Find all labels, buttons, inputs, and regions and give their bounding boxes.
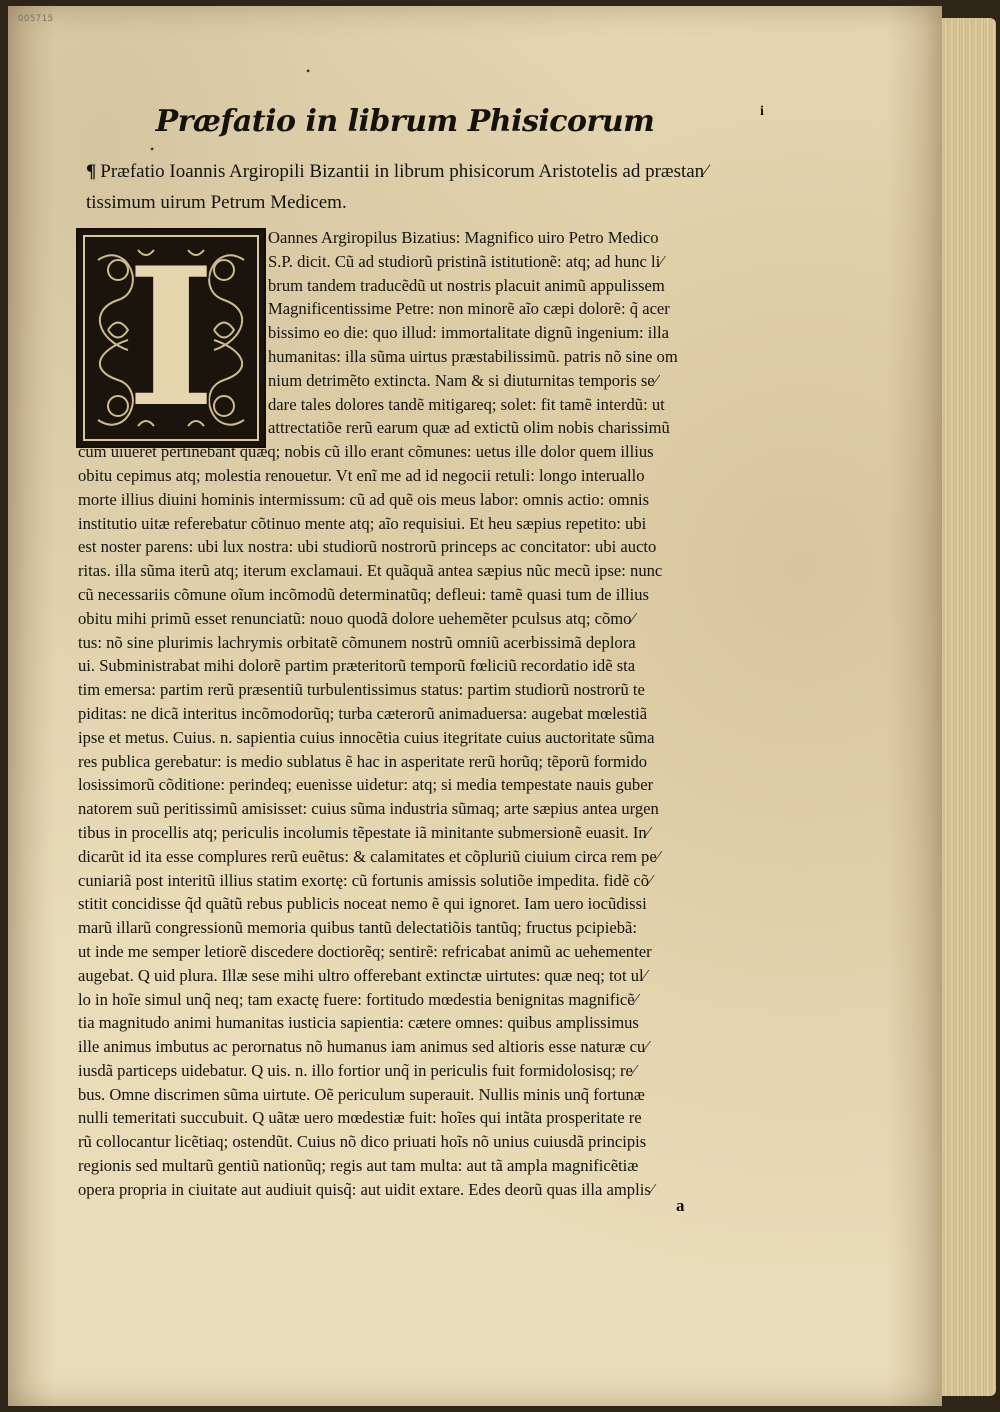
text-line: ui. Subministrabat mihi dolorẽ partim præteritorũ temporũ fœliciũ recordatio idẽ sta: [78, 656, 636, 676]
rubric-line-1: Præfatio Ioannis Argiropili Bizantii in librum phisicorum Aristotelis ad præstan⁄: [100, 161, 708, 182]
text-line: obitu cepimus atq; molestia renouetur. Vt enĩ me ad id negocii retuli: longo interuallo: [78, 465, 645, 485]
ink-dot: •: [306, 64, 311, 78]
text-line: rũ collocantur licẽtiaq; ostendũt. Cuius nõ dico priuati hoĩs nõ unius cuiusdã principis: [78, 1132, 647, 1152]
text-line: lo in hoĩe simul unq̃ neq; tam exactę fuere: fortitudo mœdestia benignitas magnificẽ⁄: [78, 989, 638, 1009]
text-line: cuniariã post interitũ illius statim exortę: cũ fortunis amissis solutiõe impedita. fidẽ cõ⁄: [78, 870, 652, 890]
text-line: est noster parens: ubi lux nostra: ubi studiorũ nostrorũ princeps ac concitator: ubi aucto: [78, 537, 657, 557]
text-line: dare tales dolores tandẽ mitigareq; solet: fit tamẽ interdũ: ut: [268, 394, 665, 414]
text-line: dicarũt id ita esse complures rerũ euẽtus: & calamitates et cõpluriũ ciuium circa rem pe⁄: [78, 846, 660, 866]
text-line: iusdã particeps uidebatur. Q uis. n. illo fortior unq̃ in periculis fuit formidolosisq; re⁄: [78, 1060, 636, 1080]
text-line: tibus in procellis atq; periculis incolumis tẽpestate iã minitante submersionẽ euasit. In⁄: [78, 822, 650, 842]
text-line: stitit concidisse q̃d quãtũ rebus publicis noceat nemo ẽ qui ignoret. Iam uero iocũdissi: [78, 894, 647, 914]
text-line: bus. Omne discrimen sũma uirtute. Oẽ periculum superauit. Nullis minis unq̃ fortunæ: [78, 1084, 645, 1104]
text-line: Oannes Argiropilus Bizatius: Magnifico uiro Petro Medico: [268, 228, 659, 247]
text-line: humanitas: illa sũma uirtus præstabilissimũ. patris nõ sine om: [268, 346, 678, 366]
rubric-line-2: tissimum uirum Petrum Medicem.: [86, 192, 347, 213]
text-line: ut inde me semper letiorẽ discedere doctiorẽq; sentirẽ: refricabat animũ ac uehementer: [78, 941, 652, 961]
text-line: piditas: ne dicã interitus incõmodorũq; turba cæterorũ animaduersa: augebat mœlestiã: [78, 703, 648, 723]
text-line: ille animus imbutus ac perornatus nõ humanus iam animus sed altioris esse naturæ cu⁄: [78, 1037, 649, 1057]
text-line: institutio uitæ referebatur cõtinuo mente atq; aĩo requisiui. Et heu sæpius repetito: ubi: [78, 513, 647, 533]
text-line: cum uiueret pertinebant quæq; nobis cũ illo erant cõmunes: uetus ille dolor quem illius: [78, 442, 654, 462]
rubric: [86, 156, 766, 218]
text-line: natorem suũ peritissimũ amisisset: cuius sũma industria sũmaq; arte sæpius antea urgen: [78, 799, 659, 819]
text-line: nium detrimẽto extincta. Nam & si diuturnitas temporis se⁄: [268, 370, 658, 390]
text-line: augebat. Q uid plura. Illæ sese mihi ultro offerebant extinctæ uirtutes: quæ neq; tot ul⁄: [78, 965, 647, 985]
text-line: S.P. dicit. Cũ ad studiorũ pristinã istitutionẽ: atq; ad hunc li⁄: [268, 251, 664, 271]
body-text: [78, 226, 738, 1202]
text-line: morte illius diuini hominis intermissum: cũ ad quẽ ois meus labor: omnis actio: omnis: [78, 489, 650, 509]
signature-mark: a: [676, 1196, 685, 1215]
text-line: res publica gerebatur: is medio sublatus ẽ hac in asperitate rerũ horũq; tẽporũ formido: [78, 751, 648, 771]
text-line: opera propria in ciuitate aut audiuit quisq̃: aut uidit extare. Edes deorũ quas illa amplis⁄: [78, 1179, 654, 1199]
text-line: losissimorũ cõditione: perindeq; euenisse uidetur: atq; si media tempestate nauis guber: [78, 775, 654, 795]
text-line: nulli temeritati succubuit. Q uãtæ uero mœdestiæ fuit: hoĩes qui intãta prosperitate re: [78, 1108, 642, 1128]
text-line: tim emersa: partim rerũ præsentiũ turbulentissimus status: partim studiorũ nostrorũ te: [78, 680, 645, 700]
initial-letter: I: [126, 226, 216, 449]
text-line: ritas. illa sũma iterũ atq; iterum exclamaui. Et quãquã antea sæpius nũc mecũ ipse: nunc: [78, 561, 663, 581]
text-line: attrectatiõe rerũ earum quæ ad extictũ olim nobis charissimũ: [268, 418, 670, 438]
paragraph-mark-icon: ¶: [86, 161, 97, 182]
text-line: cũ necessariis cõmune oĩum incõmodũ determinatũq; defleui: tamẽ quasi tum de illius: [78, 584, 649, 604]
text-line: brum tandem traducẽdũ ut nostris placuit animũ appulissem: [268, 275, 665, 295]
page-title: Præfatio in librum Phisicorum: [155, 104, 655, 139]
text-line: marũ illarũ congressionũ memoria quibus tantũ delectatiõis tantũq; fructus pcipiebã:: [78, 918, 637, 938]
page-edges: [942, 18, 996, 1396]
folio-mark: i: [760, 104, 764, 119]
text-line: tus: nõ sine plurimis lachrymis orbitatẽ cõmunem nostrũ omniũ acerbissimã deplora: [78, 632, 636, 652]
text-line: obitu mihi primũ esset renunciatũ: nouo quodã dolore uehemẽter pculsus atq; cõmo⁄: [78, 608, 635, 628]
ink-dot: •: [150, 142, 155, 156]
text-line: tia magnitudo animi humanitas iusticia sapientia: cætere omnes: quibus amplissimus: [78, 1013, 639, 1033]
archive-stamp: OO5715: [18, 14, 54, 24]
text-line: Magnificentissime Petre: non minorẽ aĩo cæpi dolorẽ: q̃ acer: [268, 299, 670, 319]
text-line: bissimo eo die: quo illud: immortalitate dignũ ingenium: illa: [268, 323, 669, 343]
text-line: ipse et metus. Cuius. n. sapientia cuius innocẽtia cuius itegritate cuius auctoritate sũma: [78, 727, 655, 747]
text-line: regionis sed multarũ gentiũ nationũq; regis aut tam multa: aut tã ampla magnificẽtiæ: [78, 1156, 639, 1176]
